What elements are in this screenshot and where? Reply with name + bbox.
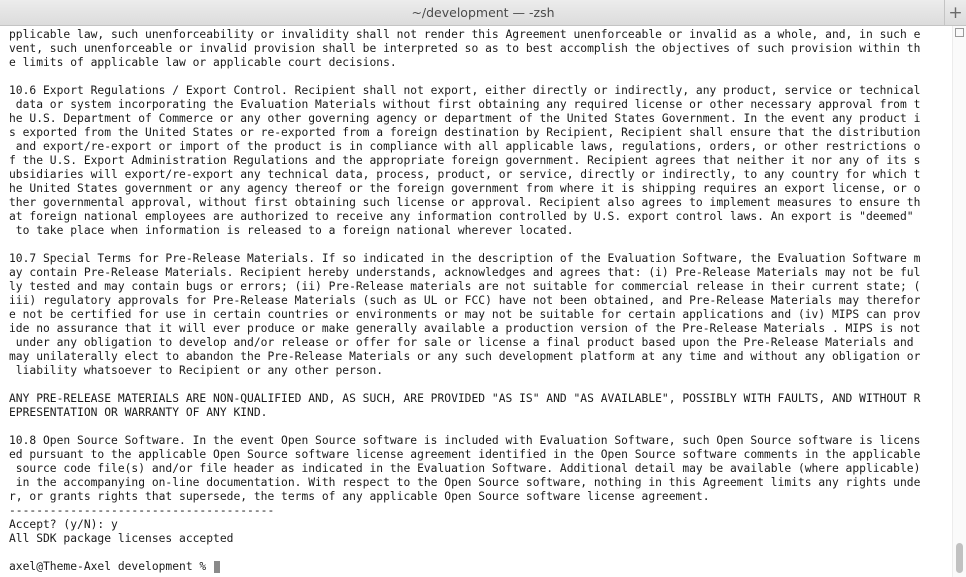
output-lines	[9, 28, 949, 560]
terminal-output[interactable]	[9, 28, 949, 576]
output-line: vent, such unenforceable or invalid provision shall be interpreted so as to best accomplish the objectives of such provision within th	[9, 42, 921, 55]
output-line: liability whatsoever to Recipient or any other person.	[9, 364, 384, 377]
output-line: 10.7 Special Terms for Pre-Release Materials. If so indicated in the description of the Evaluation Software, the Evaluation Software m	[9, 252, 921, 265]
output-line: to take place when information is released to a foreign national wherever located.	[9, 224, 574, 237]
output-line: source code file(s) and/or file header as indicated in the Evaluation Software. Additional detail may be available (where applicable)	[9, 462, 921, 475]
shell-prompt: axel@Theme-Axel development %	[9, 560, 214, 573]
output-line: iii) regulatory approvals for Pre-Release Materials (such as UL or FCC) have not been obtained, and Pre-Release Materials may therefor	[9, 294, 921, 307]
output-line: pplicable law, such unenforceability or invalidity shall not render this Agreement unenforceable or invalid as a whole, and, in such e	[9, 28, 921, 41]
output-line: at foreign national employees are authorized to receive any information controlled by U.S. export control laws. An export is "deemed"	[9, 210, 914, 223]
prompt-line[interactable]	[9, 560, 949, 574]
output-line: data or system incorporating the Evaluation Materials without first obtaining any required license or other necessary approval from t	[9, 98, 921, 111]
output-line	[9, 546, 949, 560]
output-line: he U.S. Department of Commerce or any other governing agency or department of the United States Government. In the event any product i	[9, 112, 921, 125]
output-line: Accept? (y/N): y	[9, 518, 118, 531]
output-line: ide no assurance that it will ever produce or make generally available a production version of the Pre-Release Materials . MIPS is not	[9, 322, 921, 335]
output-line: under any obligation to develop and/or release or offer for sale or license a final product based upon the Pre-Release Materials and	[9, 336, 914, 349]
scroll-marker-icon	[955, 28, 964, 37]
output-line	[9, 238, 949, 252]
new-tab-button[interactable]: +	[944, 0, 966, 25]
output-line: f the U.S. Export Administration Regulations and the appropriate foreign government. Recipient agrees that neither it nor any of its s	[9, 154, 921, 167]
output-line	[9, 420, 949, 434]
vertical-scrollbar[interactable]	[952, 26, 966, 577]
output-line: e limits of applicable law or applicable court decisions.	[9, 56, 397, 69]
output-line: s exported from the United States or re-exported from a foreign destination by Recipient, Recipient shall ensure that the distribution	[9, 126, 921, 139]
output-line: All SDK package licenses accepted	[9, 532, 234, 545]
output-line: ly tested and may contain bugs or errors; (ii) Pre-Release materials are not suitable for commercial release in their current state; (	[9, 280, 921, 293]
output-line: and export/re-export or import of the product is in compliance with all applicable laws, regulations, orders, or other restrictions o	[9, 140, 921, 153]
output-line: may unilaterally elect to abandon the Pre-Release Materials or any such development platform at any time and without any obligation or	[9, 350, 921, 363]
output-line: ubsidiaries will export/re-export any technical data, process, product, or service, directly or indirectly, to any country for which t	[9, 168, 921, 181]
output-line: ed pursuant to the applicable Open Source software license agreement identified in the Open Source software comments in the applicable	[9, 448, 921, 461]
title-bar[interactable]	[0, 0, 966, 26]
text-cursor	[214, 561, 220, 573]
output-line: ANY PRE-RELEASE MATERIALS ARE NON-QUALIFIED AND, AS SUCH, ARE PROVIDED "AS IS" AND "AS AVAILABLE", POSSIBLY WITH FAULTS, AND WITHOUT R	[9, 392, 921, 405]
output-line: 10.6 Export Regulations / Export Control. Recipient shall not export, either directly or indirectly, any product, service or technical	[9, 84, 921, 97]
output-line: ---------------------------------------	[9, 504, 275, 517]
output-line: 10.8 Open Source Software. In the event Open Source software is included with Evaluation Software, such Open Source software is licens	[9, 434, 921, 447]
output-line: r, or grants rights that supersede, the terms of any applicable Open Source software license agreement.	[9, 490, 710, 503]
output-line: e not be certified for use in certain countries or environments or may not be suitable for certain applications and (iv) MIPS can prov	[9, 308, 921, 321]
output-line	[9, 70, 949, 84]
output-line: ay contain Pre-Release Materials. Recipient hereby understands, acknowledges and agrees that: (i) Pre-Release Materials may not be ful	[9, 266, 921, 279]
output-line: in the accompanying on-line documentation. With respect to the Open Source software, nothing in this Agreement limits any rights unde	[9, 476, 921, 489]
output-line: EPRESENTATION OR WARRANTY OF ANY KIND.	[9, 406, 268, 419]
output-line: he United States government or any agency thereof or the foreign government from where it is shipping requires an export license, or o	[9, 182, 921, 195]
output-line: ther governmental approval, without first obtaining such license or approval. Recipient also agrees to implement measures to ensure th	[9, 196, 921, 209]
output-line	[9, 378, 949, 392]
window-title: ~/development — -zsh	[411, 5, 555, 20]
scrollbar-thumb[interactable]	[956, 543, 963, 573]
